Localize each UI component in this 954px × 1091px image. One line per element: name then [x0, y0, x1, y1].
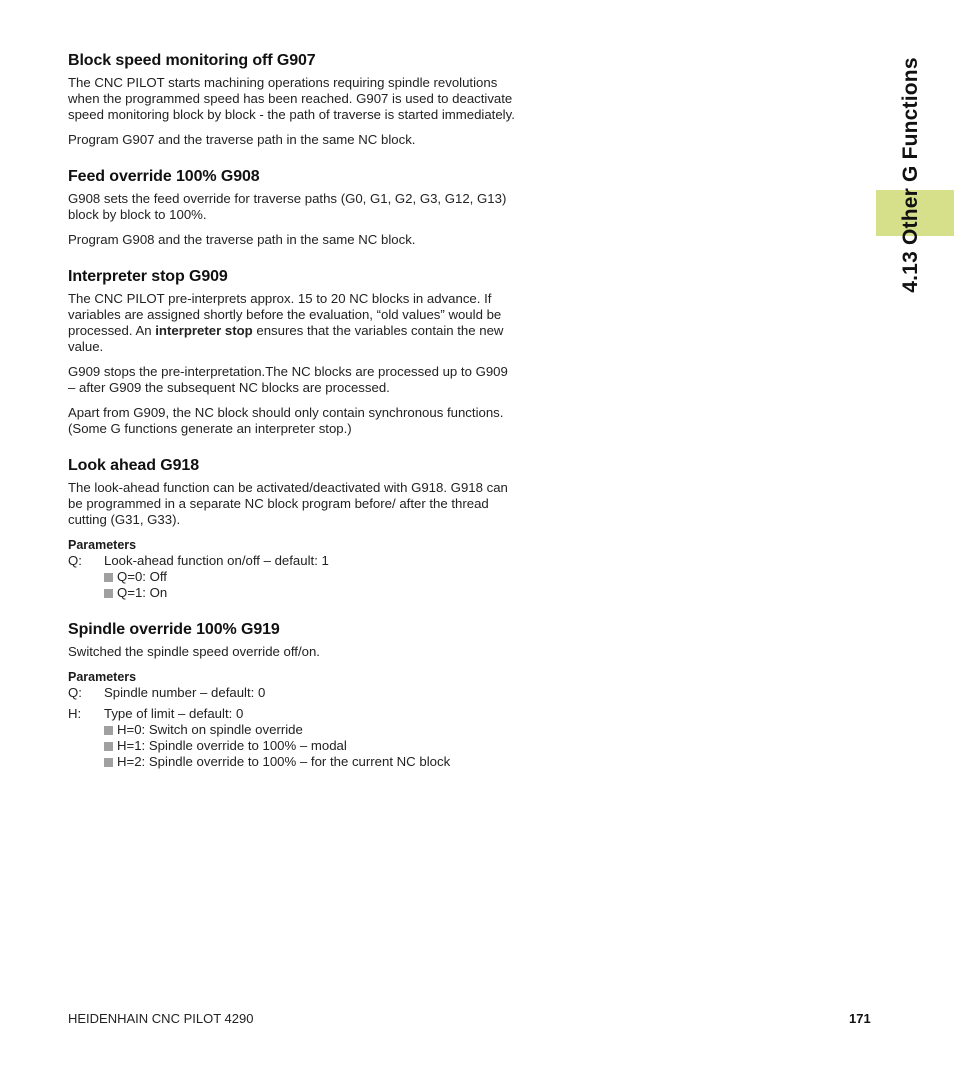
list-item-text: H=2: Spindle override to 100% – for the current NC block	[117, 754, 451, 769]
chapter-title-vertical: 4.13 Other G Functions	[899, 57, 922, 293]
footer-product-name: HEIDENHAIN CNC PILOT 4290	[68, 1011, 254, 1026]
main-content	[68, 52, 518, 790]
parameter-q	[68, 685, 518, 701]
page-number: 171	[849, 1011, 871, 1026]
list-item-text: Q=0: Off	[117, 569, 167, 584]
parameter-q	[68, 553, 518, 601]
parameter-description: Spindle number – default: 0	[104, 685, 266, 700]
paragraph	[68, 291, 518, 355]
paragraph: G908 sets the feed override for traverse paths (G0, G1, G2, G3, G12, G13) block by block to 100%.	[68, 191, 507, 222]
square-bullet-icon	[104, 573, 113, 582]
square-bullet-icon	[104, 726, 113, 735]
section-heading: Interpreter stop G909	[68, 268, 228, 285]
parameter-key: H:	[68, 706, 82, 721]
paragraph: Program G908 and the traverse path in the same NC block.	[68, 232, 416, 247]
section-heading: Block speed monitoring off G907	[68, 52, 316, 69]
square-bullet-icon	[104, 758, 113, 767]
list-item	[68, 585, 518, 601]
section-heading: Feed override 100% G908	[68, 168, 260, 185]
parameter-description: Type of limit – default: 0	[104, 706, 244, 721]
parameter-h	[68, 706, 518, 770]
section-heading: Look ahead G918	[68, 457, 199, 474]
section-heading: Spindle override 100% G919	[68, 621, 280, 638]
paragraph: Switched the spindle speed override off/on.	[68, 644, 320, 659]
section-g908	[68, 168, 518, 248]
parameters-heading: Parameters	[68, 670, 137, 684]
paragraph: Apart from G909, the NC block should only contain synchronous functions. (Some G functions generate an interpreter stop.)	[68, 405, 504, 436]
paragraph-text: The CNC PILOT pre-interprets approx. 15 to 20 NC blocks in advance. If variables are assigned shortly before the evaluation, “old values” would be processed. An	[68, 291, 502, 338]
square-bullet-icon	[104, 589, 113, 598]
list-item-text: Q=1: On	[117, 585, 168, 600]
paragraph: Program G907 and the traverse path in the same NC block.	[68, 132, 416, 147]
bold-term: interpreter stop	[155, 323, 253, 338]
parameter-description: Look-ahead function on/off – default: 1	[104, 553, 329, 568]
paragraph: G909 stops the pre-interpretation.The NC blocks are processed up to G909 – after G909 the subsequent NC blocks are processed.	[68, 364, 508, 395]
section-g907	[68, 52, 518, 148]
section-g909	[68, 268, 518, 437]
list-item-text: H=0: Switch on spindle override	[117, 722, 303, 737]
parameter-key: Q:	[68, 685, 82, 700]
section-g918	[68, 457, 518, 601]
list-item-text: H=1: Spindle override to 100% – modal	[117, 738, 347, 753]
list-item	[68, 722, 518, 738]
list-item	[68, 754, 518, 770]
list-item	[68, 738, 518, 754]
section-g919	[68, 621, 518, 770]
parameter-key: Q:	[68, 553, 82, 568]
parameters-heading: Parameters	[68, 538, 137, 552]
paragraph: The look-ahead function can be activated/deactivated with G918. G918 can be programmed in a separate NC block program before/ after the thread cutting (G31, G33).	[68, 480, 508, 527]
paragraph: The CNC PILOT starts machining operations requiring spindle revolutions when the programmed speed has been reached. G907 is used to deactivate speed monitoring block by block - the path of traverse is started immediately.	[68, 75, 515, 122]
paragraph-text: ensures that the variables contain the new value.	[68, 323, 504, 354]
list-item	[68, 569, 518, 585]
square-bullet-icon	[104, 742, 113, 751]
